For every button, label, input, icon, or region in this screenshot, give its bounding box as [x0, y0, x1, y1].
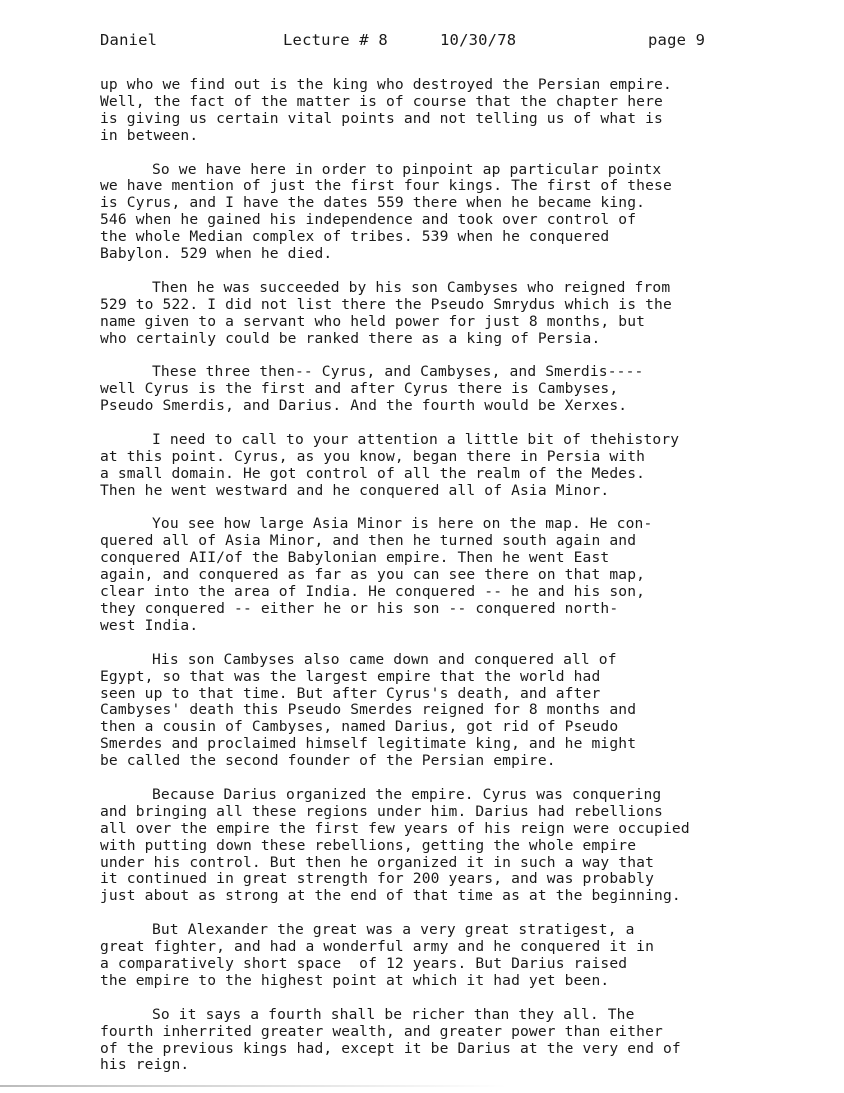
text-line: Pseudo Smerdis, and Darius. And the fourth would be Xerxes.	[100, 397, 628, 415]
text-line: name given to a servant who held power for just 8 months, but	[100, 312, 646, 330]
text-line: well Cyrus is the first and after Cyrus there is Cambyses,	[100, 380, 619, 398]
text-line: But Alexander the great was a very great stratigest, a	[152, 921, 635, 939]
text-line: the empire to the highest point at which it had yet been.	[100, 971, 610, 989]
paragraph	[100, 652, 800, 770]
text-line: 529 to 522. I did not list there the Pseudo Smrydus which is the	[100, 295, 672, 313]
text-line: Well, the fact of the matter is of course that the chapter here	[100, 92, 663, 110]
text-line: So it says a fourth shall be richer than they all. The	[152, 1005, 635, 1023]
text-line: who certainly could be ranked there as a king of Persia.	[100, 329, 601, 347]
paragraph	[100, 1007, 800, 1075]
text-line: in between.	[100, 126, 199, 144]
text-line: Then he was succeeded by his son Cambyses who reigned from	[152, 278, 671, 296]
text-line: of the previous kings had, except it be Darius at the very end of	[100, 1039, 681, 1057]
text-line: quered all of Asia Minor, and then he turned south again and	[100, 532, 637, 550]
text-line: it continued in great strength for 200 years, and was probably	[100, 870, 655, 888]
text-line: clear into the area of India. He conquered -- he and his son,	[100, 583, 646, 601]
paragraph	[100, 364, 800, 415]
text-line: west India.	[100, 616, 199, 634]
paragraph	[100, 516, 800, 634]
text-line: Cambyses' death this Pseudo Smerdes reigned for 8 months and	[100, 701, 637, 719]
header-lecture-number: Lecture # 8	[283, 31, 388, 49]
text-line: His son Cambyses also came down and conquered all of	[152, 650, 617, 668]
paragraph	[100, 162, 800, 263]
text-line: seen up to that time. But after Cyrus's death, and after	[100, 684, 601, 702]
scan-edge-mark	[0, 1085, 844, 1087]
text-line: a comparatively short space of 12 years. But Darius raised	[100, 955, 628, 972]
paragraph	[100, 77, 800, 145]
text-line: 546 when he gained his independence and took over control of	[100, 211, 637, 229]
text-line: conquered AII/of the Babylonian empire. Then he went East	[100, 549, 610, 567]
text-line: Egypt, so that was the largest empire that the world had	[100, 667, 601, 685]
text-line: just about as strong at the end of that time as at the beginning.	[100, 887, 681, 905]
text-line: I need to call to your attention a little bit of thehistory	[152, 430, 680, 448]
text-line: be called the second founder of the Persian empire.	[100, 752, 556, 770]
text-line: Smerdes and proclaimed himself legitimate king, and he might	[100, 735, 637, 753]
text-line: then a cousin of Cambyses, named Darius, got rid of Pseudo	[100, 718, 619, 736]
header-page-number: page 9	[648, 31, 706, 49]
text-line: at this point. Cyrus, as you know, began there in Persia with	[100, 447, 646, 465]
header-date: 10/30/78	[440, 31, 517, 49]
text-line: Babylon. 529 when he died.	[100, 245, 333, 263]
text-line: we have mention of just the first four kings. The first of these	[100, 177, 672, 195]
text-line: under his control. But then he organized it in such a way that	[100, 853, 655, 871]
text-line: they conquered -- either he or his son -- conquered north-	[100, 600, 619, 618]
paragraph	[100, 432, 800, 500]
text-line: You see how large Asia Minor is here on the map. He con-	[152, 515, 653, 533]
text-line: with putting down these rebellions, getting the whole empire	[100, 836, 637, 854]
paragraph	[100, 922, 800, 990]
document-body	[100, 77, 800, 1091]
page-header	[100, 31, 784, 53]
text-line: Because Darius organized the empire. Cyrus was conquering	[152, 785, 662, 803]
text-line: a small domain. He got control of all the realm of the Medes.	[100, 464, 646, 482]
paragraph	[100, 787, 800, 905]
text-line: Then he went westward and he conquered all of Asia Minor.	[100, 481, 610, 499]
text-line: again, and conquered as far as you can see there on that map,	[100, 566, 646, 584]
text-line: up who we find out is the king who destroyed the Persian empire.	[100, 76, 672, 93]
text-line: These three then-- Cyrus, and Cambyses, and Smerdis----	[152, 363, 644, 381]
header-author: Daniel	[100, 31, 158, 49]
text-line: is Cyrus, and I have the dates 559 there when he became king.	[100, 194, 646, 212]
paragraph	[100, 280, 800, 348]
text-line: fourth inherrited greater wealth, and greater power than either	[100, 1022, 663, 1040]
text-line: So we have here in order to pinpoint ap particular pointx	[152, 160, 662, 178]
text-line: is giving us certain vital points and not telling us of what is	[100, 109, 663, 127]
text-line: his reign.	[100, 1056, 190, 1074]
text-line: great fighter, and had a wonderful army and he conquered it in	[100, 938, 655, 956]
text-line: the whole Median complex of tribes. 539 when he conquered	[100, 228, 610, 246]
text-line: all over the empire the first few years of his reign were occupied	[100, 819, 690, 837]
text-line: and bringing all these regions under him. Darius had rebellions	[100, 802, 663, 820]
